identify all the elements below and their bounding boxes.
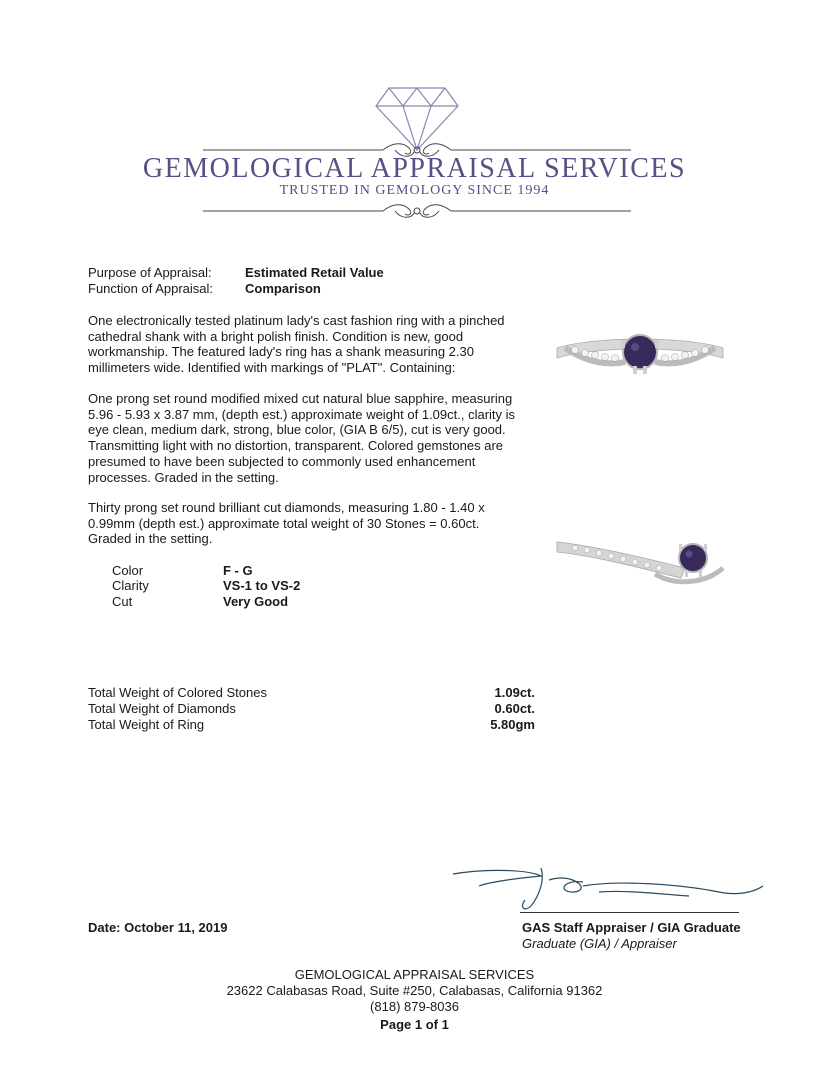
footer-address: 23622 Calabasas Road, Suite #250, Calabasas, California 91362 bbox=[226, 983, 603, 998]
total-diamonds-label: Total Weight of Diamonds bbox=[88, 701, 236, 716]
brand-tagline: TRUSTED IN GEMOLOGY SINCE 1994 bbox=[279, 183, 550, 198]
total-diamonds-value: 0.60ct. bbox=[494, 701, 535, 716]
grading-color-value: F - G bbox=[223, 563, 253, 578]
grading-cut-value: Very Good bbox=[223, 594, 289, 609]
purpose-label: Purpose of Appraisal: bbox=[88, 265, 212, 280]
total-colored-stones-value: 1.09ct. bbox=[494, 685, 535, 700]
appraisal-date: Date: October 11, 2019 bbox=[88, 920, 228, 935]
appraiser-subtitle: Graduate (GIA) / Appraiser bbox=[522, 936, 677, 951]
appraiser-signature bbox=[449, 862, 765, 914]
purpose-value: Estimated Retail Value bbox=[245, 265, 384, 280]
ring-description: One electronically tested platinum lady's cast fashion ring with a pinched cathedral shank with a bright polish finish. Condition is new, good workmanship. The featured lady's ring has a shank measuring 2.30 millimeters wide. Identified with markings of "PLAT". Containing: bbox=[88, 313, 505, 376]
footer-phone: (818) 879-8036 bbox=[370, 999, 459, 1014]
signature-line bbox=[520, 912, 739, 913]
appraiser-title: GAS Staff Appraiser / GIA Graduate bbox=[522, 920, 741, 935]
sapphire-description: One prong set round modified mixed cut natural blue sapphire, measuring 5.96 - 5.93 x 3.87 mm, (depth est.) approximate weight of 1.09ct., clarity is eye clean, medium dark, strong, blue color, (GIA B 6/5), cut is very good. Transmitting light with no distortion, transparent. Colored gemstones are presumed to have been subjected to commonly used enhancement processes. Graded in the setting. bbox=[88, 391, 516, 485]
total-ring-value: 5.80gm bbox=[490, 717, 535, 732]
function-label: Function of Appraisal: bbox=[88, 281, 214, 296]
grading-cut-label: Cut bbox=[112, 594, 133, 609]
grading-color-label: Color bbox=[112, 563, 144, 578]
total-ring-label: Total Weight of Ring bbox=[88, 717, 205, 732]
ring-angle-image bbox=[555, 528, 725, 600]
brand-name: GEMOLOGICAL APPRAISAL SERVICES bbox=[142, 153, 687, 184]
function-value: Comparison bbox=[245, 281, 321, 296]
grading-clarity-label: Clarity bbox=[112, 578, 149, 593]
footer-company: GEMOLOGICAL APPRAISAL SERVICES bbox=[294, 967, 535, 982]
diamonds-description: Thirty prong set round brilliant cut diamonds, measuring 1.80 - 1.40 x 0.99mm (depth est.) approximate total weight of 30 Stones = 0.60ct. Graded in the setting. bbox=[88, 500, 485, 547]
ring-front-image bbox=[555, 318, 725, 390]
page-number: Page 1 of 1 bbox=[380, 1017, 449, 1032]
total-colored-stones-label: Total Weight of Colored Stones bbox=[88, 685, 267, 700]
grading-clarity-value: VS-1 to VS-2 bbox=[223, 578, 301, 593]
ornament-divider-bottom bbox=[203, 201, 631, 221]
